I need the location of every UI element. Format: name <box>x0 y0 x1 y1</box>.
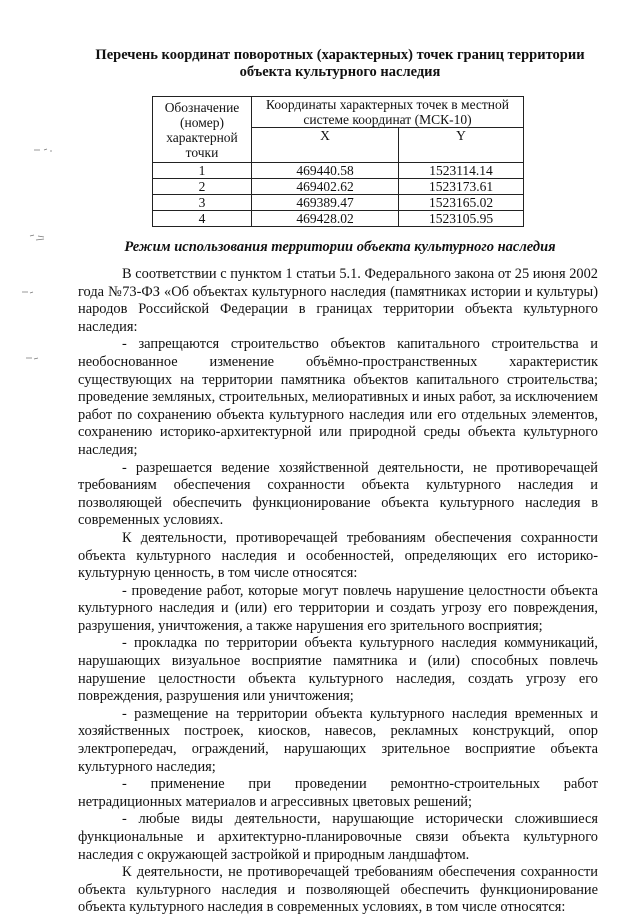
title-line-2: объекта культурного наследия <box>239 64 441 80</box>
paragraph: К деятельности, противоречащей требованиям обеспечения сохранности объекта культурного наследия и особенностей, определяющих его историко-культурную ценность, в том числе относятся: <box>78 529 598 582</box>
cell-point-number: 1 <box>153 163 252 179</box>
cell-y: 1523114.14 <box>399 163 524 179</box>
cell-point-number: 4 <box>153 211 252 227</box>
header-point-id-line: характерной <box>166 129 238 145</box>
header-point-id <box>153 97 252 163</box>
cell-x: 469402.62 <box>252 179 399 195</box>
table-header-row <box>153 97 524 128</box>
paragraph: К деятельности, не противоречащей требованиям обеспечения сохранности объекта культурного наследия и позволяющей обеспечить функционирование объекта культурного наследия в современных условиях, в том числе относятся: <box>78 864 598 916</box>
cell-point-number: 2 <box>153 179 252 195</box>
paragraph: В соответствии с пунктом 1 статьи 5.1. Федерального закона от 25 июня 2002 года №73-ФЗ «Об объектах культурного наследия (памятниках истории и культуры) народов Российской Федерации в границах территории объекта культурного наследия: <box>78 266 598 335</box>
section-subtitle: Режим использования территории объекта культурного наследия <box>124 239 556 255</box>
list-item: - применение при проведении ремонтно-строительных работ нетрадиционных материалов и агрессивных цветовых решений; <box>78 776 598 810</box>
list-item: - прокладка по территории объекта культурного наследия коммуникаций, нарушающих визуальное восприятие памятника и (или) способных повлечь нарушение целостности объекта культурного наследия, создать угрозу его повреждения, разрушения или уничтожения; <box>78 635 598 705</box>
document-title <box>60 47 620 81</box>
body-text <box>78 266 598 917</box>
cell-y: 1523173.61 <box>399 179 524 195</box>
cell-point-number: 3 <box>153 195 252 211</box>
header-x: X <box>252 128 399 163</box>
list-item: - размещение на территории объекта культурного наследия временных и хозяйственных построек, киосков, навесов, рекламных конструкций, опор электропередач, ограждений, нарушающих зрительное восприятие объекта культурного наследия; <box>78 705 598 775</box>
header-group-line: системе координат (МСК-10) <box>303 112 472 127</box>
list-item: - любые виды деятельности, нарушающие исторически сложившиеся функциональные и архитектурно-планировочные связи объекта культурного наследия с окружающей застройкой и природным ландшафтом. <box>78 811 598 863</box>
cell-x: 469440.58 <box>252 163 399 179</box>
table-row <box>153 163 524 179</box>
header-point-id-line: Обозначение <box>164 99 240 115</box>
header-point-id-line: (номер) <box>180 114 224 130</box>
header-point-id-line: точки <box>185 144 219 160</box>
list-item: - проведение работ, которые могут повлечь нарушение целостности объекта культурного наследия и (или) его территории и создать угрозу его повреждения, разрушения, уничтожения, а также нарушения его зрительного восприятия; <box>78 582 598 634</box>
scan-margin-marks <box>0 0 60 905</box>
list-item: - разрешается ведение хозяйственной деятельности, не противоречащей требованиям обеспечения сохранности объекта культурного наследия и позволяющей обеспечить функционирование объекта культурного наследия в современных условиях. <box>78 459 598 529</box>
header-y: Y <box>399 128 524 163</box>
list-item: - запрещаются строительство объектов капитального строительства и необоснованное изменение объёмно-пространственных характеристик существующих на территории памятника объектов капитального строительства; проведение земляных, строительных, мелиоративных и иных работ, за исключением работ по сохранению объекта культурного наследия или его отдельных элементов, сохранению историко-архитектурной или природной среды объекта культурного наследия; <box>78 336 598 458</box>
cell-y: 1523165.02 <box>399 195 524 211</box>
cell-x: 469428.02 <box>252 211 399 227</box>
table-row <box>153 211 524 227</box>
title-line-1: Перечень координат поворотных (характерных) точек границ территории <box>95 47 585 63</box>
cell-y: 1523105.95 <box>399 211 524 227</box>
header-coordinates-group <box>252 97 524 128</box>
header-group-line: Координаты характерных точек в местной <box>265 97 509 112</box>
table-row <box>153 195 524 211</box>
table-row <box>153 179 524 195</box>
cell-x: 469389.47 <box>252 195 399 211</box>
coordinates-table <box>152 96 524 227</box>
